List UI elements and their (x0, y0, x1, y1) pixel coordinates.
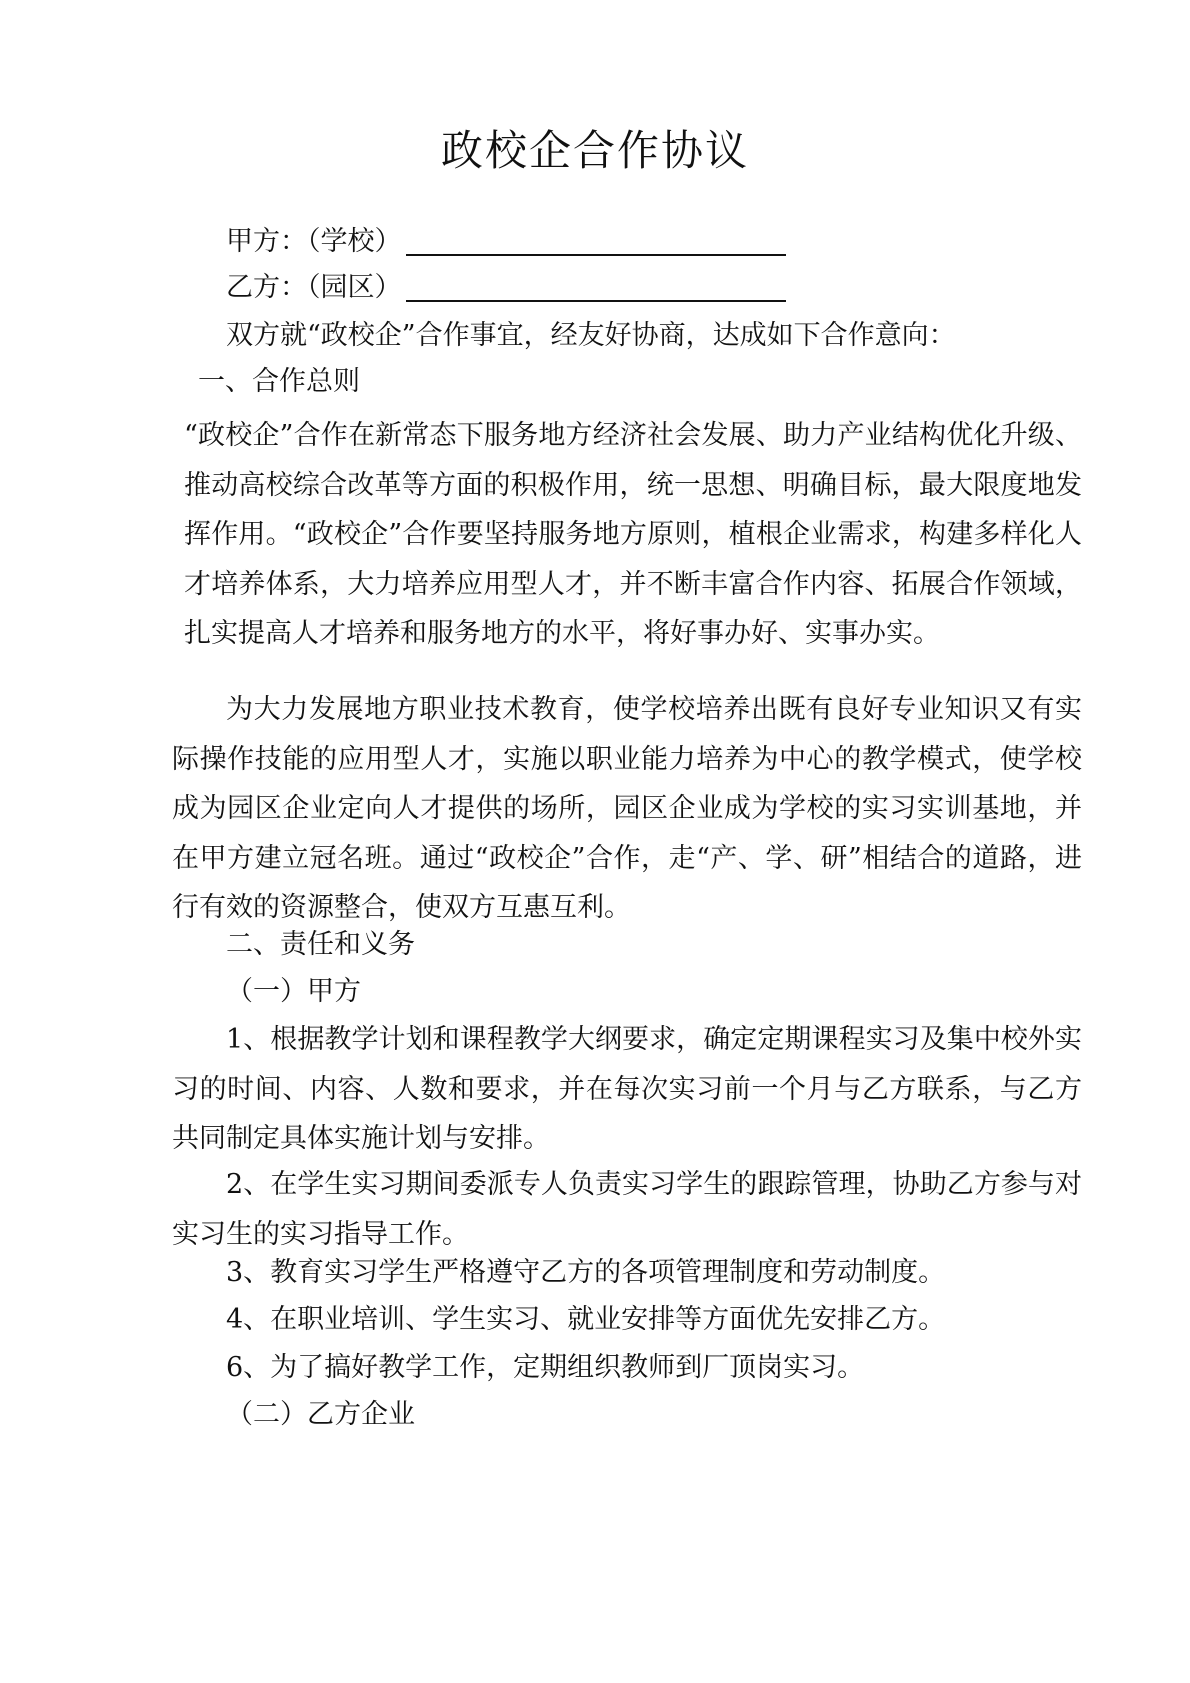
party-b-subheading: （二）乙方企业 (226, 1399, 415, 1430)
item-6: 6、为了搞好教学工作，定期组织教师到厂顶岗实习。 (226, 1352, 865, 1383)
party-b-label: 乙方：（园区） (226, 272, 402, 303)
section1-paragraph-1: “政校企”合作在新常态下服务地方经济社会发展、助力产业结构优化升级、推动高校综合改革等方面的积极作用，统一思想、明确目标，最大限度地发挥作用。“政校企”合作要坚持服务地方原则，植根企业需求，构建多样化人才培养体系，大力培养应用型人才，并不断丰富合作内容、拓展合作领域，扎实提高人才培养和服务地方的水平，将好事办好、实事办实。 (184, 420, 1082, 649)
party-b-blank (406, 270, 786, 302)
intro-text: 双方就“政校企”合作事宜，经友好协商，达成如下合作意向： (226, 320, 956, 351)
party-b-line (226, 268, 786, 308)
item-2: 2、在学生实习期间委派专人负责实习学生的跟踪管理，协助乙方参与对实习生的实习指导工作。 (172, 1169, 1082, 1250)
item-4: 4、在职业培训、学生实习、就业安排等方面优先安排乙方。 (226, 1304, 946, 1335)
item-1: 1、根据教学计划和课程教学大纲要求，确定定期课程实习及集中校外实习的时间、内容、人数和要求，并在每次实习前一个月与乙方联系，与乙方共同制定具体实施计划与安排。 (172, 1024, 1082, 1154)
party-a-label: 甲方：（学校） (226, 226, 402, 257)
item-3: 3、教育实习学生严格遵守乙方的各项管理制度和劳动制度。 (226, 1257, 946, 1288)
party-a-blank (406, 224, 786, 256)
section2-heading: 二、责任和义务 (226, 929, 415, 960)
section1-heading: 一、合作总则 (198, 366, 360, 397)
section1-paragraph-2: 为大力发展地方职业技术教育，使学校培养出既有良好专业知识又有实际操作技能的应用型人才，实施以职业能力培养为中心的教学模式，使学校成为园区企业定向人才提供的场所，园区企业成为学校的实习实训基地，并在甲方建立冠名班。通过“政校企”合作，走“产、学、研”相结合的道路，进行有效的资源整合，使双方互惠互利。 (172, 694, 1082, 923)
party-a-line (226, 222, 786, 262)
party-a-subheading: （一）甲方 (226, 976, 361, 1007)
document-title: 政校企合作协议 (440, 126, 749, 175)
